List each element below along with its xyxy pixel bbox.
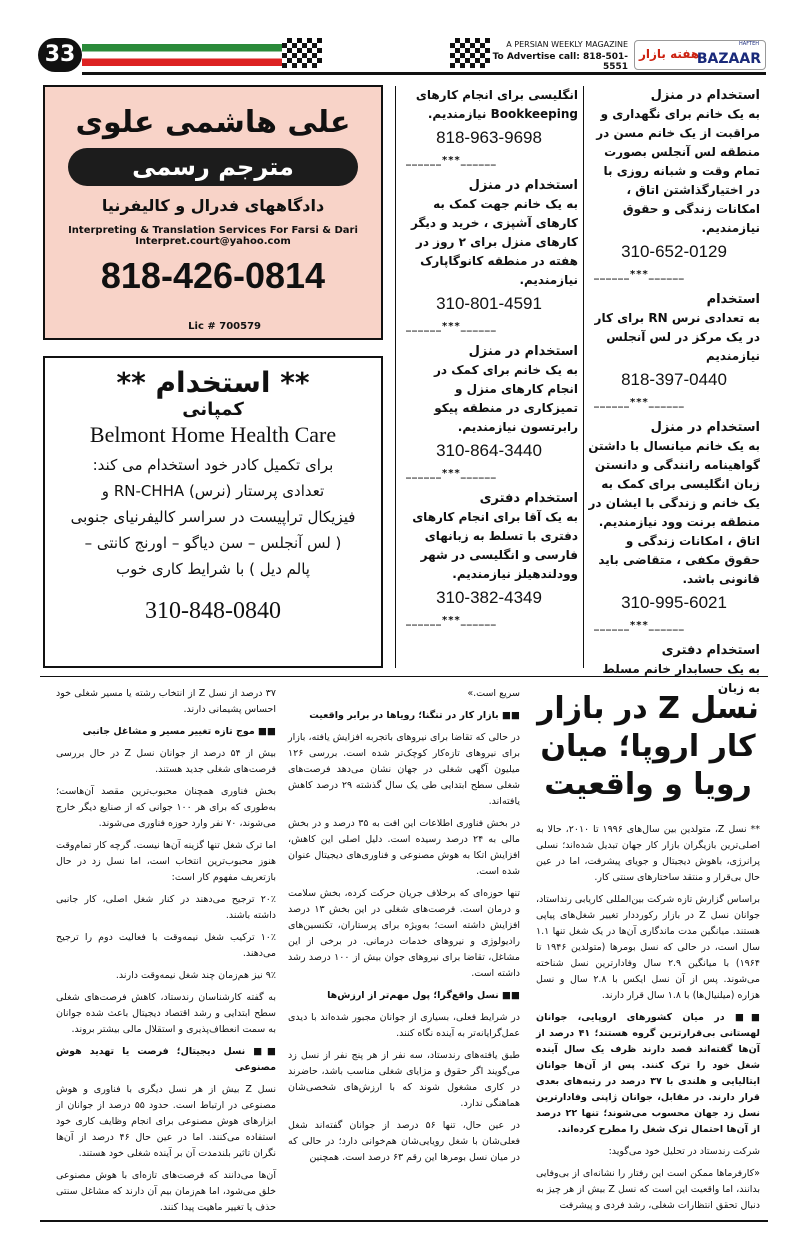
article-column-3 [56, 686, 276, 1216]
classified-phone: 310-801-4591 [436, 294, 542, 313]
translator-services: Interpreting & Translation Services For Farsi & Dari [68, 225, 358, 236]
article-paragraph: در بخش فناوری اطلاعات این افت به ۳۵ درصد و در بخش مالی به ۲۴ درصد رسیده است. دلیل اصلی این کاهش، افزایش اتکا به هوش مصنوعی و فناوری‌های دیجیتال عنوان شده است. [288, 818, 520, 877]
article-paragraph: در عین حال، تنها ۵۶ درصد از جوانان گفته‌اند شغل فعلی‌شان با شغل رویایی‌شان هم‌خوانی دارد؛ در حالی که در میان نسل بومرها این رقم ۶۳ درصد است. همچنین [288, 1120, 520, 1163]
article-column-1 [536, 822, 760, 1218]
translator-email: Interpret.court@yahoo.com [135, 236, 291, 247]
classified-ad [588, 86, 760, 284]
bazaar-logo [634, 40, 766, 70]
article-paragraph: آن‌ها می‌دانند که فرصت‌های تازه‌ای با هوش مصنوعی خلق می‌شود، اما هم‌زمان بیم آن دارند که مشاغل سنتی حذف یا تغییر ماهیت پیدا کنند. [56, 1170, 276, 1213]
translator-license: Lic # 700579 [188, 321, 261, 332]
translator-courts: دادگاههای فدرال و کالیفرنیا [101, 196, 325, 215]
article-paragraph: طبق یافته‌های رندستاد، سه نفر از هر پنج نفر از نسل زد می‌گویند اگر حقوق و مزایای شغلی مناسب باشد، حاضرند در کاری مشغول شوند که با ارزش‌های شخصی‌شان هماهنگی ندارد. [288, 1050, 520, 1109]
classified-text: به یک خانم برای کمک در انجام کارهای منزل و تمیزکاری در منطقه پیکو رابرتسون نیازمندیم. [434, 363, 578, 434]
classified-text: به یک خانم برای نگهداری و مراقبت از یک خانم مسن در منطقه لس آنجلس بصورت تمام وقت و شبانه روزی با در اختیارگذاشتن اتاق ، امکانات زندگی و حقوق نیازمندیم. [596, 107, 760, 235]
classifieds-column-left [400, 86, 578, 668]
classified-text: به یک خانم میانسال با داشتن گواهینامه رانندگی و دانستن زبان انگلیسی برای کمک به یک خانم و زندگی با ایشان در منطقه برنت وود نیازمندیم. اتاق ، امکانات زندگی و حقوق مکفی ، متقاضی باید قانونی باشد. [588, 439, 760, 586]
employment-ad [43, 356, 383, 668]
article-paragraph: در شرایط فعلی، بسیاری از جوانان مجبور شده‌اند با دیدی عمل‌گرایانه‌تر به آینده نگاه کنند. [288, 1012, 520, 1039]
classified-phone: 310-864-3440 [436, 441, 542, 460]
article-paragraph: اما ترک شغل تنها گزینه آن‌ها نیست. گرچه کار تمام‌وقت هنوز محبوب‌ترین انتخاب است، اما نسل زد در حال بازتعریف مفهوم کار است: [56, 840, 276, 883]
classifieds-column-right [588, 86, 760, 695]
translator-title: مترجم رسمی [68, 148, 358, 186]
article-title: نسل Z در بازار کار اروپا؛ میان رویا و واقعیت [537, 691, 759, 802]
employment-line: تعدادی پرستار (نرس) RN-CHHA و [101, 482, 325, 500]
article-subheading: ■■ نسل واقع‌گرا؛ پول مهم‌تر از ارزش‌ها [327, 990, 520, 1001]
employment-phone: 310-848-0840 [145, 598, 281, 624]
classified-heading: استخدام دفتری [479, 491, 578, 506]
article-subheading: ■■ موج تازه تغییر مسیر و مشاغل جانبی [82, 726, 276, 737]
article-paragraph: شرکت رندستاد در تحلیل خود می‌گوید: [608, 1146, 760, 1157]
header-rule [82, 72, 766, 75]
article-paragraph: ۹٪ نیز هم‌زمان چند شغل نیمه‌وقت دارند. [115, 970, 276, 981]
page-number: 33 [38, 38, 82, 72]
classified-ad [400, 342, 578, 483]
logo-english: BAZAAR [696, 51, 761, 67]
article-paragraph: براساس گزارش تازه شرکت بین‌المللی کاریابی رنداستاد، جوانان نسل Z در بازار رکورددار تغییر شغل‌های پیاپی هستند. میانگین مدت ماندگاری آن‌ها در یک شغل تنها ۱.۱ سال است، در حالی که نسل بومرها (متولدین ۱۹۴۶ تا ۱۹۶۴) با میانگین ۲.۹ سال وفادارترین نسل شناخته می‌شوند. پس از آن نسل ایکس با ۲.۸ سال و نسل هزاره (میلنیال‌ها) با ۱.۸ سال قرار دارند. [536, 894, 760, 1001]
employment-line: پالم دیل ) با شرایط کاری خوب [116, 560, 310, 578]
classified-ad [588, 290, 760, 412]
classified-heading: استخدام دفتری [661, 643, 760, 658]
classified-separator: ______***______ [406, 155, 497, 166]
classified-separator: ______***______ [406, 468, 497, 479]
flag-stripe [82, 44, 282, 66]
advertise-phone: To Advertise call: 818-501-5551 [492, 52, 628, 72]
classified-text: انگلیسی برای انجام کارهای Bookkeeping نیازمندیم. [415, 88, 578, 121]
page-bottom-rule [40, 1220, 768, 1222]
employment-line: ( لس آنجلس – سن دیاگو – اورنج کانتی – [84, 534, 342, 552]
classified-heading: استخدام [706, 292, 760, 307]
classified-text: به یک خانم جهت کمک به کارهای آشپزی ، خرید و دیگر کارهای منزل برای ۲ روز در هفته در منطقه کانوگاپارک نیازمندیم. [410, 197, 578, 287]
classified-text: به یک آقا برای انجام کارهای دفتری با تسلط به زبانهای فارسی و انگلیسی در شهر وودلندهیلز نیازمندیم. [412, 510, 578, 581]
page-header [38, 38, 766, 78]
employment-title: ** استخدام ** [116, 366, 310, 399]
classified-phone: 818-397-0440 [621, 370, 727, 389]
classified-heading: استخدام در منزل [650, 420, 760, 435]
article-paragraph: ۲۰٪ ترجیح می‌دهند در کنار شغل اصلی، کار جانبی داشته باشند. [56, 894, 276, 921]
article-paragraph: ۳۷ درصد از نسل Z از انتخاب رشته یا مسیر شغلی خود احساس پشیمانی دارند. [56, 688, 276, 715]
classified-separator: ______***______ [594, 397, 685, 408]
classified-heading: استخدام در منزل [650, 88, 760, 103]
article-paragraph: ۱۰٪ ترکیب شغل نیمه‌وقت با فعالیت دوم را ترجیح می‌دهند. [56, 932, 276, 959]
article-subheading: ■■ بازار کار در تنگنا؛ رویاها در برابر واقعیت [309, 710, 520, 721]
article-paragraph: بیش از ۵۴ درصد از جوانان نسل Z در حال بررسی فرصت‌های شغلی جدید هستند. [56, 748, 277, 775]
classified-separator: ______***______ [594, 269, 685, 280]
column-divider [583, 86, 584, 668]
classified-heading: استخدام در منزل [468, 178, 578, 193]
translator-name: علی هاشمی علوی [75, 105, 351, 140]
classified-separator: ______***______ [406, 615, 497, 626]
article-paragraph: تنها حوزه‌ای که برخلاف جریان حرکت کرده، بخش سلامت و درمان است. فرصت‌های شغلی در این بخش ۱۳ درصد افزایش داشته است؛ به‌ویژه برای پرستاران، تکنسین‌های رادیولوژی و نیروهای خدمات درمانی. در برخی از این مشاغل، تقاضا برای نیروهای جوان بیش از ۱۰۰ درصد رشد داشته است. [288, 888, 520, 979]
classified-ad [400, 489, 578, 630]
classified-text: به یک حسابدار خانم مسلط به زبان [602, 662, 760, 695]
classified-text: به تعدادی نرس RN برای کار در یک مرکز در لس آنجلس نیازمندیم [594, 311, 760, 363]
classified-phone: 310-382-4349 [436, 588, 542, 607]
employment-body [45, 452, 381, 582]
article-column-2 [288, 686, 520, 1216]
classified-ad [588, 418, 760, 635]
employment-line: فیزیکال تراپیست در سراسر کالیفرنیای جنوبی [70, 508, 356, 526]
translator-phone: 818-426-0814 [100, 255, 326, 296]
article-subheading: ■■ در میان کشورهای اروپایی، جوانان لهستانی بی‌قرارترین گروه هستند؛ ۴۱ درصد از آن‌ها گفته‌اند قصد دارند ظرف یک سال آینده شغل خود را ترک کنند. پس از آن‌ها جوانان ایتالیایی و هلندی با ۳۷ درصد در رتبه‌های بعدی قرار دارند. در مقابل، جوانان ژاپنی وفادارترین نسل زد جهان محسوب می‌شوند؛ تنها ۲۲ درصد از آن‌ها احتمال ترک شغل را مطرح کرده‌اند. [536, 1012, 760, 1135]
checker-decoration [282, 38, 322, 68]
article-paragraph: در حالی که تقاضا برای نیروهای باتجربه افزایش یافته، بازار برای نیروهای تازه‌کار کوچک‌تر شده است. بررسی ۱۲۶ میلیون آگهی شغلی در جهان نشان می‌دهد فرصت‌های شغلی سطح ابتدایی طی یک سال گذشته ۲۹ درصد کاهش یافته‌اند. [288, 732, 520, 807]
logo-small-text: HAFTEH [739, 41, 759, 47]
article-paragraph: سریع است.» [467, 688, 520, 699]
article-paragraph: «کارفرماها ممکن است این رفتار را نشانه‌ای از بی‌وفایی بدانند، اما واقعیت این است که نسل Z بیش از هر چیز به دنبال تحقق انتظارات شغلی، رشد فردی و پیشرفت [536, 1168, 760, 1211]
article-paragraph: نسل Z بیش از هر نسل دیگری با فناوری و هوش مصنوعی در ارتباط است. حدود ۵۵ درصد از جوانان از ابزارهای هوش مصنوعی برای انجام وظایف کاری خود استفاده می‌کنند. اما در عین حال ۴۶ درصد از آن‌ها نگران تاثیر بلندمدت آن بر آینده شغلی خود هستند. [56, 1084, 276, 1159]
company-label: کمپانی [182, 399, 244, 420]
translator-ad [43, 85, 383, 340]
classified-phone: 310-652-0129 [621, 242, 727, 261]
classified-phone: 818-963-9698 [436, 128, 542, 147]
article-paragraph: ** نسل Z، متولدین بین سال‌های ۱۹۹۶ تا ۲۰۱۰، حالا به اصلی‌ترین بازیگران بازار کار جهان تبدیل شده‌اند؛ نسلی پرانرژی، باهوش دیجیتال و جویای پیشرفت، اما در عین حال بی‌قرار و منتقد ساختارهای سنتی کار. [536, 824, 761, 883]
classified-phone: 310-995-6021 [621, 593, 727, 612]
classified-ad [400, 86, 578, 170]
classified-heading: استخدام در منزل [468, 344, 578, 359]
magazine-tagline: A PERSIAN WEEKLY MAGAZINE [506, 40, 628, 49]
classified-ad [400, 176, 578, 336]
company-name: Belmont Home Health Care [89, 422, 337, 447]
article-subheading: ■■ نسل دیجیتال؛ فرصت یا تهدید هوش مصنوعی [56, 1046, 276, 1073]
classified-separator: ______***______ [594, 620, 685, 631]
article-paragraph: به گفته کارشناسان رندستاد، کاهش فرصت‌های شغلی سطح ابتدایی و رشد اقتصاد دیجیتال باعث شده جوانان به سمت انعطاف‌پذیری و استقلال مالی بیشتر بروند. [56, 992, 276, 1035]
checker-decoration [450, 38, 490, 68]
classified-separator: ______***______ [406, 321, 497, 332]
column-divider [395, 86, 396, 668]
logo-persian: هفته بازار [639, 47, 700, 61]
article-paragraph: بخش فناوری همچنان محبوب‌ترین مقصد آن‌هاست؛ به‌طوری که برای هر ۱۰۰ جوانی که از صنایع دیگر خارج می‌شوند، ۷۰ نفر وارد حوزه فناوری می‌شوند. [56, 786, 276, 829]
employment-line: برای تکمیل کادر خود استخدام می کند: [92, 456, 334, 474]
